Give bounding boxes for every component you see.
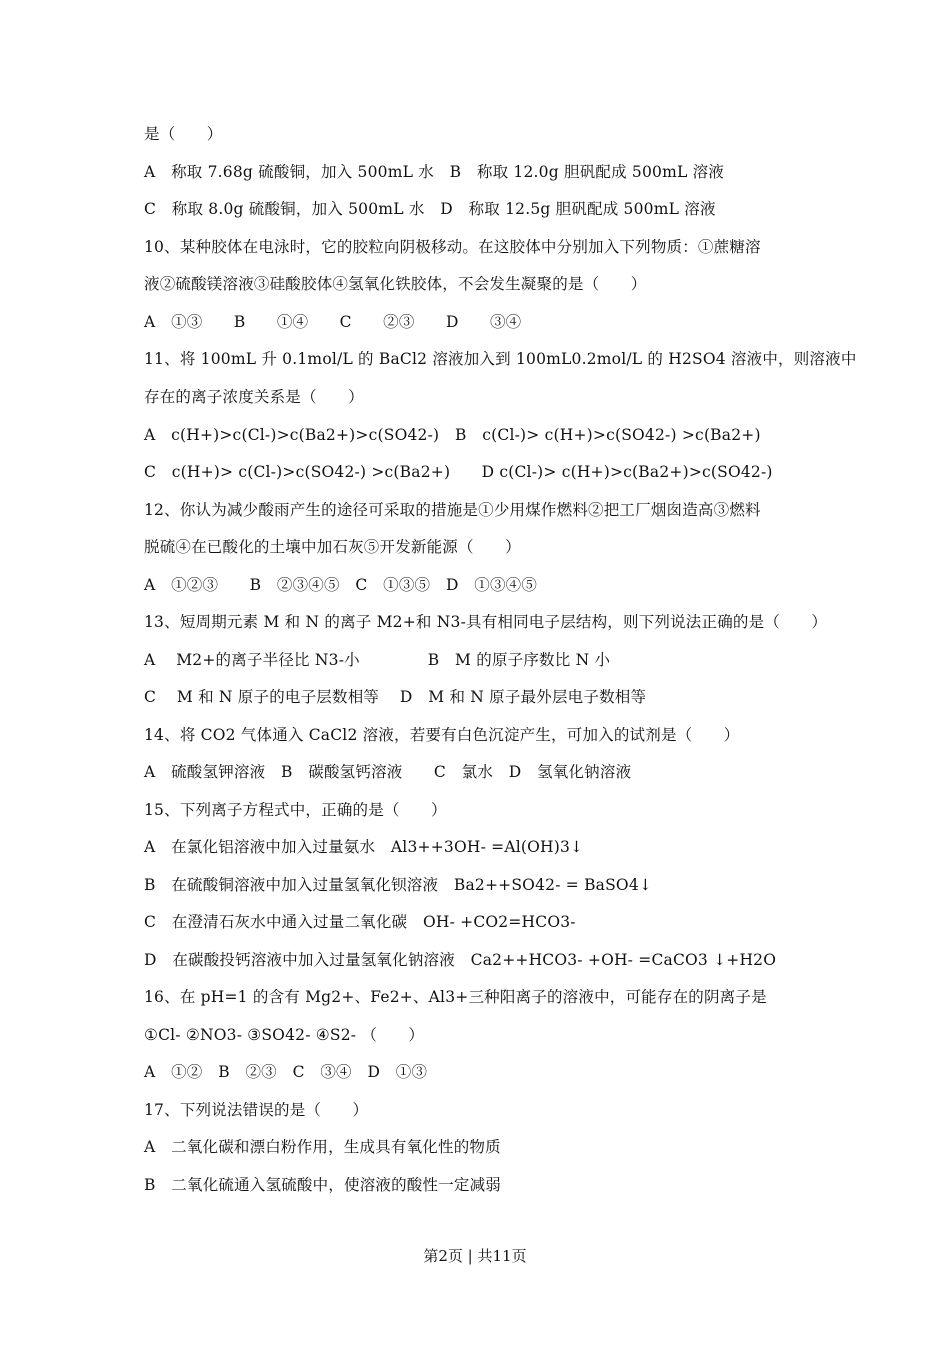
text-line: 脱硫④在已酸化的土壤中加石灰⑤开发新能源（ ） [144, 538, 521, 556]
text-line: 10、某种胶体在电泳时，它的胶粒向阴极移动。在这胶体中分别加入下列物质：①蔗糖溶 [144, 238, 761, 256]
text-line: C M 和 N 原子的电子层数相等 D M 和 N 原子最外层电子数相等 [144, 688, 647, 706]
text-line: C 在澄清石灰水中通入过量二氧化碳 OH- +CO2=HCO3- [144, 913, 576, 931]
page-footer: 第2页 | 共11页 [423, 1247, 527, 1265]
text-line: A ①② B ②③ C ③④ D ①③ [144, 1063, 428, 1081]
text-line: A 称取 7.68g 硫酸铜，加入 500mL 水 B 称取 12.0g 胆矾配成 500mL 溶液 [144, 163, 725, 181]
text-line: C c(H+)> c(Cl-)>c(SO42-) >c(Ba2+) D c(Cl-)> c(H+)>c(Ba2+)>c(SO42-) [144, 463, 773, 481]
text-line: A 硫酸氢钾溶液 B 碳酸氢钙溶液 C 氯水 D 氢氧化钠溶液 [144, 763, 632, 781]
text-line: 液②硫酸镁溶液③硅酸胶体④氢氧化铁胶体，不会发生凝聚的是（ ） [144, 275, 647, 293]
text-line: A c(H+)>c(Cl-)>c(Ba2+)>c(SO42-) B c(Cl-)> c(H+)>c(SO42-) >c(Ba2+) [144, 426, 761, 444]
text-line: D 在碳酸投钙溶液中加入过量氢氧化钠溶液 Ca2++HCO3- +OH- =CaCO3 ↓+H2O [144, 951, 777, 969]
text-line: A M2+的离子半径比 N3-小 B M 的原子序数比 N 小 [144, 651, 611, 669]
text-line: ①Cl- ②NO3- ③SO42- ④S2- （ ） [144, 1026, 425, 1044]
text-line: B 在硫酸铜溶液中加入过量氢氧化钡溶液 Ba2++SO42- = BaSO4↓ [144, 876, 653, 894]
text-line: 16、在 pH=1 的含有 Mg2+、Fe2+、Al3+三种阳离子的溶液中，可能存在的阴离子是 [144, 988, 767, 1006]
text-line: 17、下列说法错误的是（ ） [144, 1101, 369, 1119]
text-line: C 称取 8.0g 硫酸铜，加入 500mL 水 D 称取 12.5g 胆矾配成 500mL 溶液 [144, 200, 716, 218]
text-line: 15、下列离子方程式中，正确的是（ ） [144, 801, 447, 819]
text-line: 14、将 CO2 气体通入 CaCl2 溶液，若要有白色沉淀产生，可加入的试剂是（ ） [144, 726, 740, 744]
text-line: A 二氧化碳和漂白粉作用，生成具有氧化性的物质 [144, 1138, 501, 1156]
text-line: A 在氯化铝溶液中加入过量氨水 Al3++3OH- =Al(OH)3↓ [144, 838, 584, 856]
text-line: 存在的离子浓度关系是（ ） [144, 388, 364, 406]
text-line: 12、你认为减少酸雨产生的途径可采取的措施是①少用煤作燃料②把工厂烟囱造高③燃料 [144, 501, 761, 519]
text-line: B 二氧化硫通入氢硫酸中，使溶液的酸性一定减弱 [144, 1176, 501, 1194]
text-line: 是（ ） [144, 125, 223, 143]
text-line: A ①③ B ①④ C ②③ D ③④ [144, 313, 522, 331]
text-line: 13、短周期元素 M 和 N 的离子 M2+和 N3-具有相同电子层结构，则下列说法正确的是（ ） [144, 613, 828, 631]
text-line: 11、将 100mL 升 0.1mol/L 的 BaCl2 溶液加入到 100mL0.2mol/L 的 H2SO4 溶液中，则溶液中 [144, 350, 857, 368]
text-line: A ①②③ B ②③④⑤ C ①③⑤ D ①③④⑤ [144, 576, 538, 594]
